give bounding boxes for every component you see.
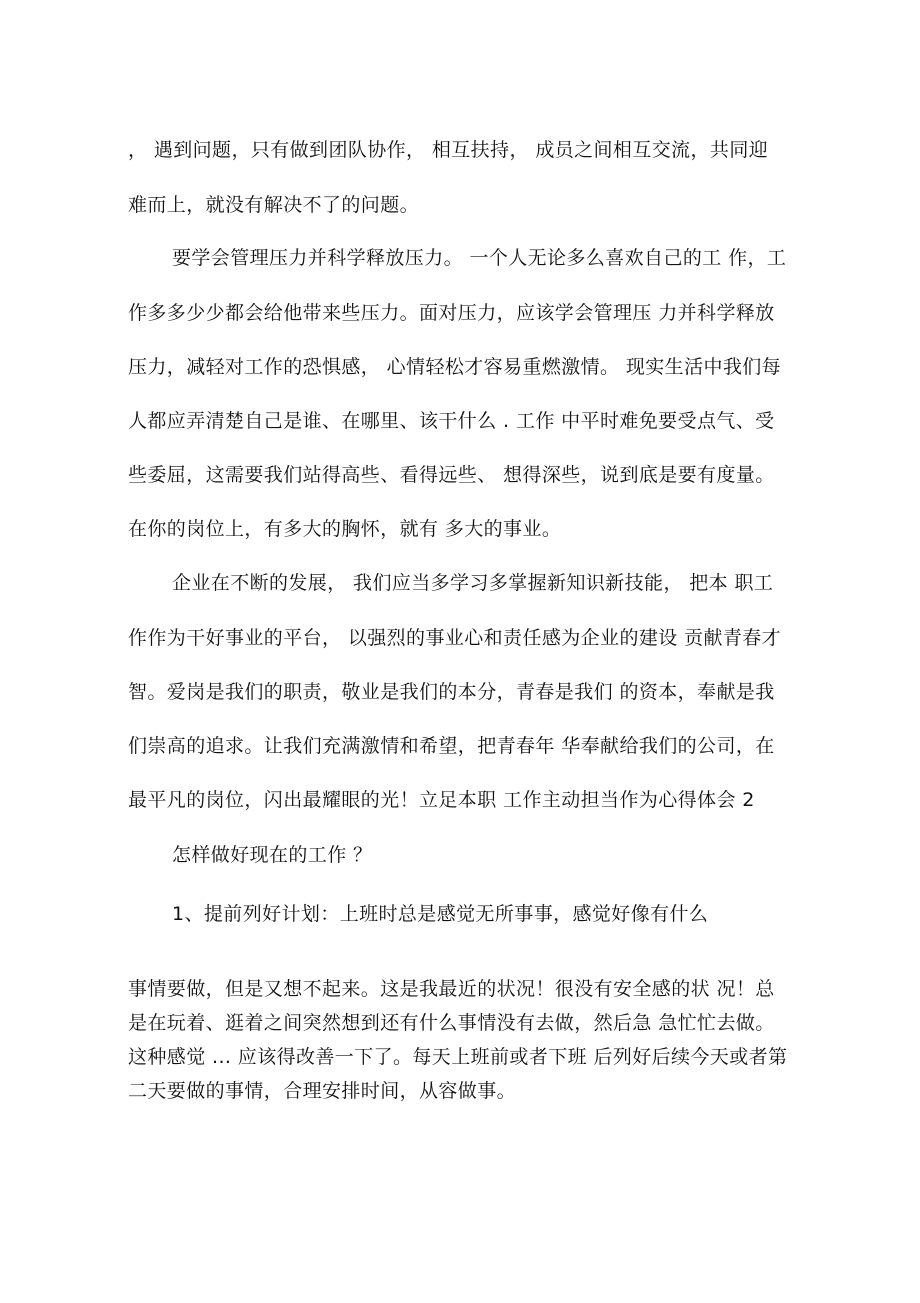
text-line: 智。爱岗是我们的职责，敬业是我们的本分，青春是我们 的资本，奉献是我 (128, 681, 775, 703)
text-line: 人都应弄清楚自己是谁、在哪里、该干什么 . 工作 中平时难免要受点气、受 (128, 410, 775, 432)
text-line: 在你的岗位上，有多大的胸怀，就有 多大的事业。 (128, 518, 562, 540)
text-line: ， 遇到问题，只有做到团队协作， 相互扶持， 成员之间相互交流，共同迎 (128, 139, 769, 161)
text-line: 这种感觉 ... 应该得改善一下了。每天上班前或者下班 后列好后续今天或者第 (128, 1046, 788, 1068)
text-line: 是在玩着、逛着之间突然想到还有什么事情没有去做，然后急 急忙忙去做。 (128, 1012, 775, 1034)
text-line: 作作为干好事业的平台， 以强烈的事业心和责任感为企业的建设 贡献青春才 (128, 627, 782, 649)
text-line: 最平凡的岗位，闪出最耀眼的光！立足本职 工作主动担当作为心得体会 2 (128, 789, 755, 811)
section-heading: 怎样做好现在的工作 ？ (172, 844, 373, 866)
text-line: 些委屈，这需要我们站得高些、看得远些、 想得深些，说到底是要有度量。 (128, 464, 775, 486)
paragraph-first-line: 要学会管理压力并科学释放压力。 一个人无论多么喜欢自己的工 作，工 (172, 247, 787, 269)
text-line: 作多多少少都会给他带来些压力。面对压力，应该学会管理压 力并科学释放 (128, 302, 775, 324)
text-line: 难而上，就没有解决不了的问题。 (128, 194, 420, 216)
text-line: 事情要做，但是又想不起来。这是我最近的状况！很没有安全感的状 况！总 (128, 978, 775, 1000)
text-line: 们崇高的追求。让我们充满激情和希望，把青春年 华奉献给我们的公司，在 (128, 735, 775, 757)
list-item: 1、提前列好计划：上班时总是感觉无所事事，感觉好像有什么 (172, 903, 709, 925)
text-line: 二天要做的事情，合理安排时间，从容做事。 (128, 1080, 517, 1102)
text-line: 压力，减轻对工作的恐惧感， 心情轻松才容易重燃激情。 现实生活中我们每 (128, 356, 782, 378)
paragraph-first-line: 企业在不断的发展， 我们应当多学习多掌握新知识新技能， 把本 职工 (172, 572, 774, 594)
